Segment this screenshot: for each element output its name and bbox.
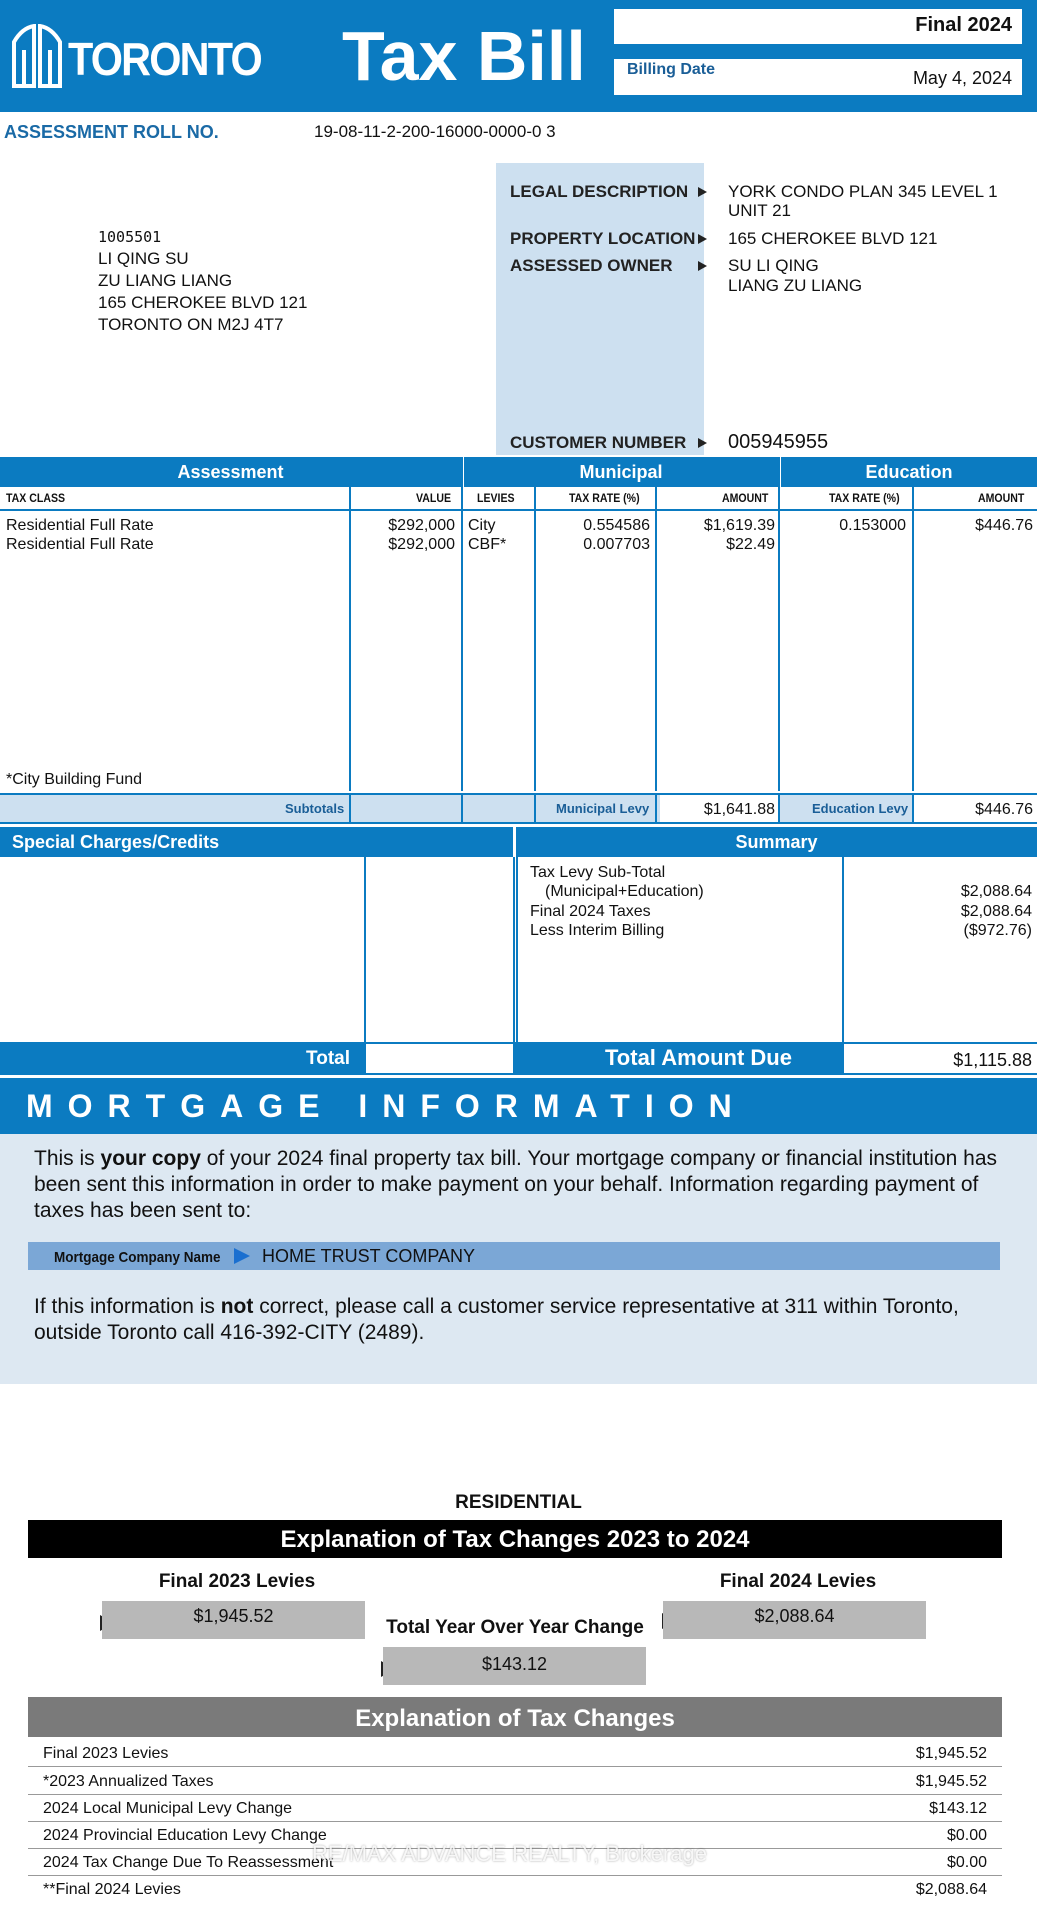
divider [655,793,657,824]
summary-line: Tax Levy Sub-Total [530,864,666,881]
mortgage-paragraph [34,1294,1009,1346]
divider [461,793,463,824]
city-hall-icon [12,24,62,88]
arrow-icon [698,187,707,197]
watermark: RE/MAX ADVANCE REALTY, Brokerage [312,1841,707,1866]
arrow-icon [698,438,707,448]
col-edu-rate: TAX RATE (%) [829,491,900,505]
roll-number: 19-08-11-2-200-16000-0000-0 3 [314,122,556,141]
billing-date-label: Billing Date [627,61,716,78]
row-value: $292,000 [388,517,455,534]
col-tax-class: TAX CLASS [6,491,66,505]
customer-label: CUSTOMER NUMBER [510,433,687,452]
page-title: Tax Bill [342,17,586,95]
roll-label: ASSESSMENT ROLL NO. [4,122,219,142]
edu-levy: $446.76 [975,801,1033,818]
col-muni-amount: AMOUNT [722,491,769,505]
row-class: Residential Full Rate [6,536,154,553]
summary-value: $2,088.64 [960,883,1032,900]
special-total-label: Total [306,1048,350,1069]
bill-type: Final 2024 [915,14,1012,36]
total-due: $1,115.88 [953,1050,1032,1070]
divider [513,857,515,1042]
mailing-line: LI QING SU [98,249,189,268]
summary-line: Less Interim Billing [530,922,665,939]
mailing-line: TORONTO ON M2J 4T7 [98,315,284,334]
row-amount: $22.49 [726,536,775,553]
arrow-icon [698,234,707,244]
customer-number: 005945955 [728,431,829,453]
mortgage-paragraph [34,1146,1009,1224]
divider [912,793,914,824]
row-rate: 0.554586 [583,517,650,534]
row-value: $1,945.52 [915,1745,987,1762]
location-value: 165 CHEROKEE BLVD 121 [728,229,938,248]
toronto-logo [12,20,261,92]
owner-label: ASSESSED OWNER [510,256,673,275]
row-label: 2024 Tax Change Due To Reassessment [43,1854,334,1871]
mortgage-company: HOME TRUST COMPANY [262,1246,476,1266]
municipal-header: Municipal [464,457,778,487]
row-value: $292,000 [388,536,455,553]
divider [516,857,518,1042]
mortgage-text: correct, please call a customer service representative at 311 within Toronto, outside Toronto call 416-392-CITY (2489). [34,1295,959,1344]
summary-value: ($972.76) [963,922,1032,939]
changes-table-title: Explanation of Tax Changes [355,1705,675,1732]
location-label: PROPERTY LOCATION [510,229,696,248]
prev-levies-label: Final 2023 Levies [158,1571,316,1592]
row-label: 2024 Provincial Education Levy Change [43,1827,327,1844]
yoy-change: $143.12 [481,1654,548,1674]
changes-title: Explanation of Tax Changes 2023 to 2024 [280,1526,750,1553]
divider [349,487,351,791]
legal-value-1: YORK CONDO PLAN 345 LEVEL 1 [728,182,998,201]
mortgage-company-label: Mortgage Company Name [54,1249,221,1266]
row-value: $1,945.52 [915,1773,987,1790]
prev-levies: $1,945.52 [193,1606,274,1626]
table-footnote: *City Building Fund [6,771,143,788]
mortgage-text-bold: your copy [100,1147,201,1170]
mailing-address [98,226,307,336]
row-value: $2,088.64 [915,1881,987,1898]
divider [778,793,780,824]
col-edu-amount: AMOUNT [978,491,1025,505]
row-amount: $1,619.39 [703,517,775,534]
row-levy: CBF* [468,536,507,553]
row-rate: 0.007703 [583,536,650,553]
muni-levy-label: Municipal Levy [556,801,650,816]
education-header: Education [781,457,1037,487]
summary-line: Final 2024 Taxes [530,903,651,920]
divider [912,487,914,791]
special-header: Special Charges/Credits [0,827,513,857]
divider [364,857,366,1042]
divider [778,457,780,791]
summary-value: $2,088.64 [960,903,1032,920]
owner-value-2: LIANG ZU LIANG [728,276,863,295]
subtotals-label: Subtotals [285,801,345,816]
row-label: *2023 Annualized Taxes [43,1773,214,1790]
mortgage-text: of your 2024 final property tax bill. Your mortgage company or financial institution has been sent this information in order to make payment on your behalf. Information regarding payment of taxes has been sent to: [34,1147,997,1222]
logo-text: TORONTO [68,33,261,85]
table-row [28,1876,1002,1903]
divider [349,793,351,824]
category-label: RESIDENTIAL [455,1492,582,1513]
mortgage-text: This is [34,1147,101,1170]
special-total-cell [366,1044,513,1073]
billing-date: May 4, 2024 [912,68,1012,88]
row-levy: City [468,517,496,534]
mailing-line: ZU LIANG LIANG [98,271,233,290]
divider [0,509,1037,511]
row-label: Final 2023 Levies [43,1745,169,1762]
col-muni-rate: TAX RATE (%) [569,491,640,505]
legal-label: LEGAL DESCRIPTION [510,182,689,201]
row-label: **Final 2024 Levies [43,1881,181,1898]
mailing-code: 1005501 [98,228,162,246]
mortgage-text-bold: not [220,1295,254,1318]
row-label: 2024 Local Municipal Levy Change [43,1800,293,1817]
col-value: VALUE [416,491,452,505]
muni-levy: $1,641.88 [703,801,775,818]
mortgage-title: MORTGAGE INFORMATION [26,1088,747,1124]
col-levies: LEVIES [477,491,515,505]
row-class: Residential Full Rate [6,517,154,534]
divider [655,487,657,791]
legal-value-2: UNIT 21 [728,201,791,220]
divider [534,487,536,791]
summary-line: (Municipal+Education) [545,883,704,900]
mailing-line: 165 CHEROKEE BLVD 121 [98,293,308,312]
summary-header: Summary [516,827,1037,857]
owner-value-1: SU LI QING [728,256,819,275]
play-arrow-icon [234,1248,250,1264]
curr-levies: $2,088.64 [754,1606,835,1626]
total-due-label: Total Amount Due [605,1045,792,1070]
arrow-icon [698,261,707,271]
divider [842,857,844,1042]
row-edu-rate: 0.153000 [839,517,906,534]
table-row [28,1795,1002,1822]
row-edu-amount: $446.76 [975,517,1033,534]
row-value: $0.00 [946,1854,987,1871]
row-value: $0.00 [946,1827,987,1844]
assessment-header: Assessment [0,457,461,487]
table-row [28,1768,1002,1795]
divider [461,457,463,791]
table-row [28,1740,1002,1767]
curr-levies-label: Final 2024 Levies [719,1571,877,1592]
row-value: $143.12 [929,1800,987,1817]
property-panel [496,163,704,455]
divider [534,793,536,824]
mortgage-text: If this information is [34,1295,221,1318]
yoy-label: Total Year Over Year Change [386,1617,644,1638]
edu-levy-label: Education Levy [812,801,909,816]
